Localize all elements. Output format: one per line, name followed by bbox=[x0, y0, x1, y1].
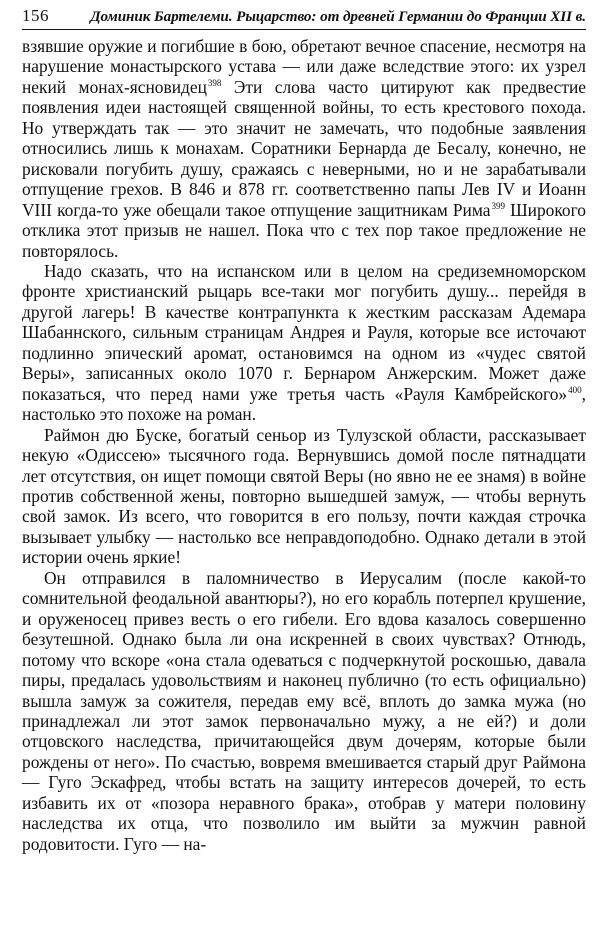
paragraph-text: Эти слова часто цитируют как предвестие появления идеи настоящей священной войны, то есть крестового похода. Но утверждать так — это значит не замечать, что подобные заявления относились лишь к монахам. Соратники Бернарда де Бесалу, конечно, не рисковали погубить душу, сражаясь с неверными, но и не зарабатывали отпущение грехов. В 846 и 878 гг. соответственно папы Лев IV и Иоанн VIII когда-то уже обещали такое отпущение защитникам Рима bbox=[22, 76, 586, 220]
paragraph-text: , настолько это похоже на роман. bbox=[22, 383, 586, 425]
paragraph-text: Он отправился в паломничество в Иерусалим (после какой-то сомнительной феодальной авантюры?), но его корабль потерпел крушение, и оруженосец привез весть о его гибели. Его вдова казалось совершенно безутешной. Однако была ли она искренней в своих чувствах? Отнюдь, потому что вскоре «она стала одеваться с подчеркнутой роскошью, давала пиры, предалась удовольствиям и наконец публично (то есть официально) вышла замуж за сожителя, передав ему всё, вплоть до замка мужа (но принадлежал ли этот замок первоначально мужу, а не ей?) и доли отцовского наследства, причитающейся двум дочерям, которые были рождены от него». По счастью, вовремя вмешивается старый друг Раймона — Гуго Эскафред, чтобы встать на защиту интересов дочерей, то есть избавить их от «позора неравного брака», отобрав у матери половину наследства их отца, что позволило им выйти за мужчин равной родовитости. Гуго — на- bbox=[22, 567, 586, 854]
paragraph bbox=[22, 36, 586, 261]
paragraph-text: Широкого отклика этот призыв не нашел. Пока что с тех пор такое предложение не повторялось. bbox=[22, 199, 587, 261]
page-number: 156 bbox=[22, 6, 49, 25]
paragraph-text: Раймон дю Буске, богатый сеньор из Тулузской области, рассказывает некую «Одиссею» тысячного года. Вернувшись домой после пятнадцати лет отсутствия, он ищет помощи святой Веры (но явно не ее знамя) в войне против собственной жены, повторно вышедшей замуж, — чтобы вернуть свой замок. Из всего, что говорится в его пользу, почти каждая строчка вызывает улыбку — настолько все неправдоподобно. Однако детали в этой истории очень яркие! bbox=[22, 424, 586, 568]
footnote-marker[interactable]: 398 bbox=[207, 78, 222, 89]
body-text bbox=[22, 36, 586, 854]
paragraph-text: взявшие оружие и погибшие в бою, обретают вечное спасение, несмотря на нарушение монастырского устава — или даже вследствие этого: их узрел некий монах-ясновидец bbox=[22, 36, 586, 97]
footnote-marker[interactable]: 399 bbox=[491, 200, 505, 211]
footnote-marker[interactable]: 400 bbox=[568, 384, 582, 395]
running-title: Доминик Бартелеми. Рыцарство: от древней Германии до Франции XII в. bbox=[90, 8, 586, 25]
paragraph-text: Надо сказать, что на испанском или в целом на средиземноморском фронте христианский рыцарь все-таки мог погубить душу... перейдя в другой лагерь! В качестве контрапункта к жестким рассказам Адемара Шабаннского, сильным страницам Андрея и Рауля, которые все источают подлинно эпический аромат, остановимся на одном из «чудес святой Веры», записанных около 1070 г. Бернаром Анжерским. Может даже показаться, что перед нами уже третья часть «Рауля Камбрейского» bbox=[22, 260, 586, 404]
paragraph bbox=[22, 425, 586, 568]
paragraph bbox=[22, 261, 586, 425]
paragraph bbox=[22, 568, 586, 854]
page-header bbox=[22, 6, 586, 30]
